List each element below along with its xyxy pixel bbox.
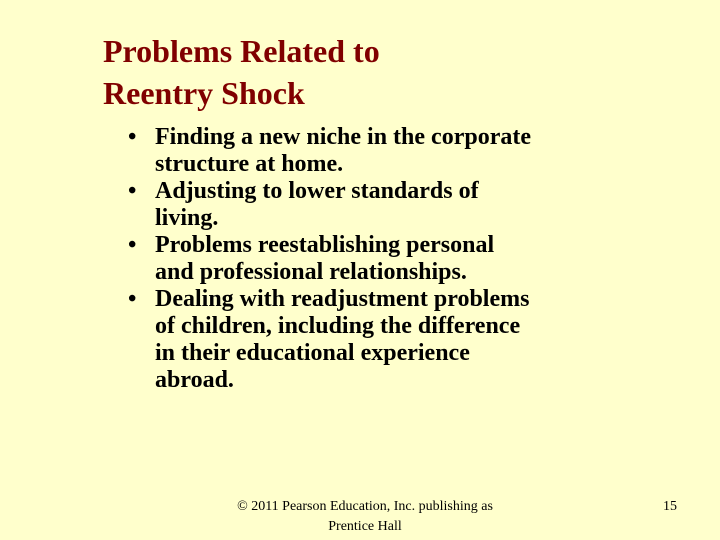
copyright-line-1: © 2011 Pearson Education, Inc. publishing as (237, 499, 493, 514)
slide-title-line-2: Reentry Shock (103, 75, 305, 111)
slide-title (103, 30, 663, 114)
bullet-item-living-standards (128, 178, 608, 232)
bullet-list (128, 124, 608, 394)
bullet-text-line: living. (155, 205, 219, 231)
bullet-item-relationships (128, 232, 608, 286)
page-number: 15 (663, 499, 677, 514)
bullet-text-line: abroad. (155, 367, 234, 393)
bullet-text-line: structure at home. (155, 151, 344, 177)
bullet-text-line: in their educational experience (155, 340, 470, 366)
bullet-text-line: of children, including the difference (155, 313, 521, 339)
bullet-text-line: Dealing with readjustment problems (155, 286, 530, 312)
bullet-text-line: and professional relationships. (155, 259, 467, 285)
bullet-marker: • (128, 286, 137, 312)
bullet-text-line: Adjusting to lower standards of (155, 178, 479, 204)
bullet-item-corporate-niche (128, 124, 608, 178)
slide-title-line-1: Problems Related to (103, 33, 380, 69)
bullet-marker: • (128, 178, 137, 204)
bullet-marker: • (128, 124, 137, 150)
copyright-footer (220, 497, 510, 537)
bullet-marker: • (128, 232, 137, 258)
bullet-text-line: Problems reestablishing personal (155, 232, 495, 258)
bullet-text-line: Finding a new niche in the corporate (155, 124, 531, 150)
copyright-line-2: Prentice Hall (328, 519, 402, 534)
bullet-item-children-readjustment (128, 286, 608, 394)
